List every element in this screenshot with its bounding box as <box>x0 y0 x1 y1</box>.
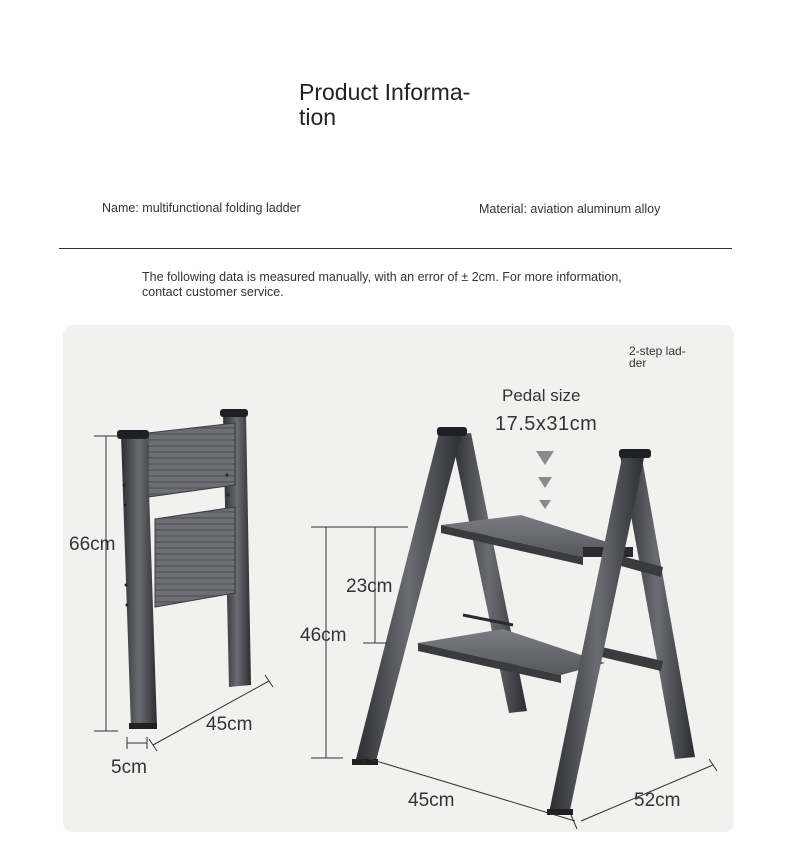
folded-ladder <box>117 409 251 729</box>
ladder-diagram <box>63 325 734 832</box>
open-width-label: 45cm <box>408 790 455 811</box>
variant-label: 2-step lad- der <box>629 344 686 370</box>
open-ladder <box>352 427 695 815</box>
product-material: Material: aviation aluminum alloy <box>479 202 661 216</box>
pedal-size-value: 17.5x31cm <box>495 413 598 435</box>
divider <box>59 248 732 249</box>
step-gap-label: 23cm <box>346 576 393 597</box>
step-height-label: 46cm <box>300 625 347 646</box>
ladder-illustration <box>63 325 734 832</box>
folded-depth-label: 5cm <box>111 757 147 778</box>
open-depth-label: 52cm <box>634 790 681 811</box>
pedal-arrows <box>536 451 554 509</box>
pedal-size-title: Pedal size <box>502 386 581 405</box>
product-name: Name: multifunctional folding ladder <box>102 201 301 215</box>
folded-width-label: 45cm <box>206 714 253 735</box>
measurement-note: The following data is measured manually, with an error of ± 2cm. For more information, contact customer service. <box>142 270 622 299</box>
page-title: Product Informa- tion <box>299 79 471 130</box>
folded-height-label: 66cm <box>69 534 116 555</box>
